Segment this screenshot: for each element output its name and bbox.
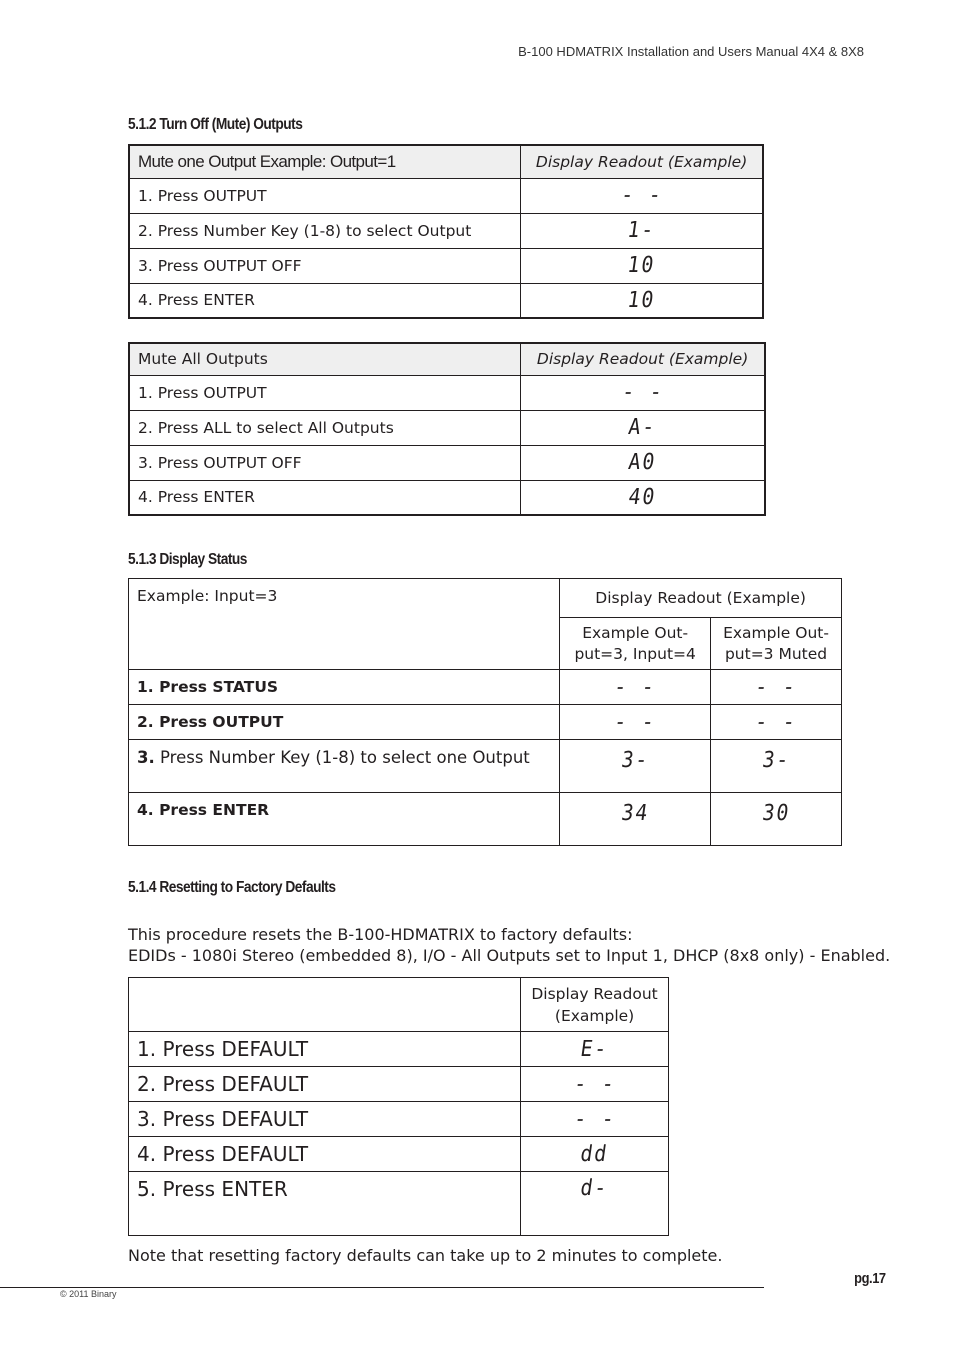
display-readout: 1- — [626, 218, 658, 243]
readout-cell — [711, 793, 842, 846]
table-row — [129, 1172, 669, 1236]
mute-one-output-table — [128, 144, 764, 319]
display-readout: A- — [627, 415, 659, 440]
column-header-readout: Display Readout (Example) — [521, 145, 763, 178]
step-cell: 2. Press DEFAULT — [129, 1067, 521, 1102]
table-row — [129, 178, 763, 213]
step-cell: 3. Press DEFAULT — [129, 1102, 521, 1137]
table-header-row — [129, 145, 763, 178]
readout-cell — [521, 1172, 669, 1236]
readout-cell — [560, 705, 711, 740]
step-cell: 1. Press STATUS — [129, 670, 560, 705]
table-row — [129, 213, 763, 248]
step-cell: 4. Press ENTER — [129, 793, 560, 846]
table-row — [129, 248, 763, 283]
display-readout: 3- — [760, 748, 792, 773]
display-readout: - - — [612, 709, 658, 735]
readout-cell — [521, 1032, 669, 1067]
factory-defaults-note: Note that resetting factory defaults can take up to 2 minutes to complete. — [128, 1246, 723, 1265]
readout-cell — [521, 445, 765, 480]
display-readout: - - — [572, 1106, 617, 1132]
table-row — [129, 283, 763, 318]
factory-defaults-intro — [128, 924, 890, 966]
table-row — [129, 793, 842, 846]
table-header-row — [129, 579, 842, 618]
readout-cell — [521, 1102, 669, 1137]
table-row — [129, 445, 765, 480]
column-header-readout: Display Readout (Example) — [560, 579, 842, 618]
page-number: pg.17 — [854, 1270, 886, 1287]
readout-cell — [521, 213, 763, 248]
display-readout: - - — [753, 674, 799, 700]
readout-cell — [560, 793, 711, 846]
display-readout: - - — [753, 709, 799, 735]
readout-cell — [521, 283, 763, 318]
readout-cell — [521, 410, 765, 445]
subheader-output-3-input-4: Example Out- put=3, Input=4 — [560, 618, 711, 670]
readout-cell — [521, 1137, 669, 1172]
subheader-output-3-muted: Example Out- put=3 Muted — [711, 618, 842, 670]
display-readout: 10 — [626, 287, 658, 313]
column-header-steps: Example: Input=3 — [129, 579, 560, 670]
mute-all-outputs-table — [128, 342, 766, 516]
step-cell: 3. Press Number Key (1-8) to select one Output — [129, 740, 560, 793]
step-cell: 4. Press ENTER — [129, 480, 521, 515]
document-header-title: B-100 HDMATRIX Installation and Users Manual 4X4 & 8X8 — [518, 44, 864, 59]
step-cell: 2. Press OUTPUT — [129, 705, 560, 740]
display-readout: 10 — [626, 253, 658, 278]
copyright-notice: © 2011 Binary — [60, 1289, 117, 1299]
step-cell: 2. Press Number Key (1-8) to select Output — [129, 213, 521, 248]
table-row — [129, 1067, 669, 1102]
step-cell: 3. Press OUTPUT OFF — [129, 248, 521, 283]
step-cell: 1. Press DEFAULT — [129, 1032, 521, 1067]
display-readout: dd — [579, 1141, 611, 1167]
step-cell: 2. Press ALL to select All Outputs — [129, 410, 521, 445]
table-header-row — [129, 978, 669, 1032]
column-header-readout: Display Readout (Example) — [521, 343, 765, 375]
section-heading-5-1-3: 5.1.3 Display Status — [128, 551, 247, 568]
table-row — [129, 705, 842, 740]
display-readout: 34 — [619, 801, 651, 826]
display-readout: E- — [579, 1036, 611, 1062]
display-readout: d- — [579, 1176, 611, 1201]
display-readout: - - — [572, 1071, 617, 1097]
footer-divider — [0, 1287, 764, 1288]
display-readout: A0 — [627, 450, 659, 475]
column-header-readout: Display Readout (Example) — [521, 978, 669, 1032]
table-row — [129, 375, 765, 410]
table-row — [129, 480, 765, 515]
display-readout: 3- — [619, 748, 651, 773]
section-heading-5-1-4: 5.1.4 Resetting to Factory Defaults — [128, 879, 336, 896]
display-readout: - - — [612, 674, 658, 700]
step-cell: 1. Press OUTPUT — [129, 375, 521, 410]
display-readout: - - — [620, 380, 665, 405]
table-row — [129, 1137, 669, 1172]
intro-line: EDIDs - 1080i Stereo (embedded 8), I/O - All Outputs set to Input 1, DHCP (8x8 only) - Enabled. — [128, 946, 891, 965]
readout-cell — [521, 480, 765, 515]
step-cell: 5. Press ENTER — [129, 1172, 521, 1236]
readout-cell — [521, 178, 763, 213]
table-row — [129, 740, 842, 793]
display-readout: 30 — [760, 801, 792, 826]
step-cell: 4. Press DEFAULT — [129, 1137, 521, 1172]
section-heading-5-1-2: 5.1.2 Turn Off (Mute) Outputs — [128, 116, 303, 133]
readout-cell — [560, 670, 711, 705]
column-header-steps: Mute one Output Example: Output=1 — [129, 145, 521, 178]
intro-line: This procedure resets the B-100-HDMATRIX to factory defaults: — [128, 925, 633, 944]
table-row — [129, 1102, 669, 1137]
readout-cell — [711, 670, 842, 705]
display-status-table — [128, 578, 842, 846]
column-header-steps: Mute All Outputs — [129, 343, 521, 375]
readout-cell — [521, 248, 763, 283]
readout-cell — [521, 375, 765, 410]
readout-cell — [521, 1067, 669, 1102]
readout-cell — [711, 740, 842, 793]
readout-cell — [711, 705, 842, 740]
table-row — [129, 1032, 669, 1067]
step-cell: 4. Press ENTER — [129, 283, 521, 318]
step-cell: 1. Press OUTPUT — [129, 178, 521, 213]
column-header-steps — [129, 978, 521, 1032]
table-row — [129, 410, 765, 445]
display-readout: 40 — [627, 484, 659, 510]
readout-cell — [560, 740, 711, 793]
step-cell: 3. Press OUTPUT OFF — [129, 445, 521, 480]
display-readout: - - — [619, 183, 664, 208]
table-header-row — [129, 343, 765, 375]
table-row — [129, 670, 842, 705]
factory-defaults-table — [128, 977, 669, 1236]
